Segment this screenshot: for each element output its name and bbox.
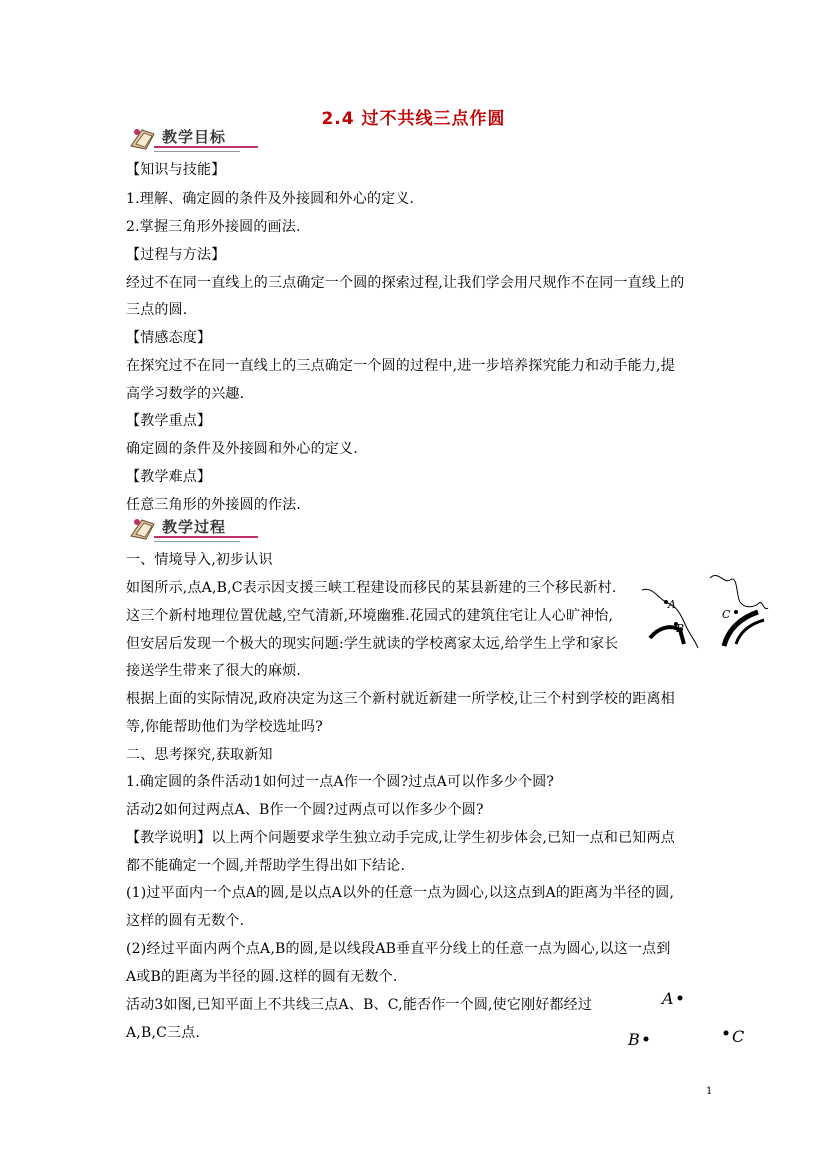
point-b	[644, 1037, 649, 1042]
text-line: 1.理解、确定圆的条件及外接圆和外心的定义.	[126, 191, 415, 207]
point-a	[678, 996, 683, 1001]
text-line: 如图所示,点A,B,C表示因支援三峡工程建设而移民的某县新建的三个移民新村.	[126, 580, 617, 596]
section-label-goals: 教学目标	[162, 128, 227, 146]
text-line: 这样的圆有无数个.	[126, 913, 245, 929]
text-line: 经过不在同一直线上的三点确定一个圆的探索过程,让我们学会用尺规作不在同一直线上的	[126, 275, 685, 291]
section-banner-process	[128, 514, 258, 542]
text-line: 【过程与方法】	[126, 247, 226, 263]
text-line: 三点的圆.	[126, 302, 188, 318]
section-banner-goals	[128, 124, 258, 152]
banner-rule	[154, 146, 258, 148]
text-line: (2)经过平面内两个点A,B的圆,是以线段AB垂直平分线上的任意一点为圆心,以这一点到	[126, 941, 671, 957]
map-label-b: B	[676, 622, 685, 635]
text-line: 高学习数学的兴趣.	[126, 386, 245, 402]
text-line: 二、思考探究,获取新知	[126, 747, 273, 763]
banner-rule-thin	[154, 541, 240, 542]
text-line: 一、情境导入,初步认识	[126, 552, 273, 568]
banner-rule	[154, 536, 258, 538]
text-line: 根据上面的实际情况,政府决定为这三个新村就近新建一所学校,让三个村到学校的距离相	[126, 691, 675, 707]
text-line: A,B,C三点.	[126, 1025, 201, 1041]
point-c	[724, 1031, 729, 1036]
text-line: 这三个新村地理位置优越,空气清新,环境幽雅.花园式的建筑住宅让人心旷神怡,	[126, 608, 614, 624]
text-line: (1)过平面内一个点A的圆,是以点A以外的任意一点为圆心,以这点到A的距离为半径的圆,	[126, 885, 675, 901]
text-line: 【情感态度】	[126, 330, 212, 346]
text-line: 在探究过不在同一直线上的三点确定一个圆的过程中,进一步培养探究能力和动手能力,提	[126, 358, 675, 374]
text-line: A或B的距离为半径的圆.这样的圆有无数个.	[126, 969, 398, 985]
text-line: 确定圆的条件及外接圆和外心的定义.	[126, 441, 358, 457]
page-title: 2.4 过不共线三点作圆	[321, 109, 506, 129]
map-label-c: C	[722, 608, 731, 621]
text-line: 【教学重点】	[126, 413, 212, 429]
text-line: 都不能确定一个圆,并帮助学生得出如下结论.	[126, 858, 406, 874]
banner-rule-thin	[154, 151, 240, 152]
section-label-process: 教学过程	[162, 518, 227, 536]
point-label-c: C	[732, 1027, 745, 1046]
point-label-a: A	[662, 989, 674, 1008]
point-label-b: B	[628, 1030, 640, 1049]
map-label-a: A	[668, 598, 676, 611]
text-line: 活动3如图,已知平面上不共线三点A、B、C,能否作一个圆,使它刚好都经过	[126, 997, 593, 1013]
text-line: 1.确定圆的条件活动1如何过一点A作一个圆?过点A可以作多少个圆?	[126, 774, 555, 790]
text-line: 【教学说明】以上两个问题要求学生独立动手完成,让学生初步体会,已知一点和已知两点	[126, 830, 675, 846]
text-line: 活动2如何过两点A、B作一个圆?过两点可以作多少个圆?	[126, 802, 484, 818]
village-map-figure	[640, 568, 770, 668]
text-line: 【知识与技能】	[126, 162, 226, 178]
text-line: 2.掌握三角形外接圆的画法.	[126, 219, 301, 235]
text-line: 【教学难点】	[126, 469, 212, 485]
text-line: 任意三角形的外接圆的作法.	[126, 497, 302, 513]
text-line: 等,你能帮助他们为学校选址吗?	[126, 719, 323, 735]
three-points-figure	[622, 986, 752, 1056]
page-number: 1	[706, 1086, 713, 1097]
text-line: 但安居后发现一个极大的现实问题:学生就读的学校离家太远,给学生上学和家长	[126, 636, 619, 652]
text-line: 接送学生带来了很大的麻烦.	[126, 663, 302, 679]
